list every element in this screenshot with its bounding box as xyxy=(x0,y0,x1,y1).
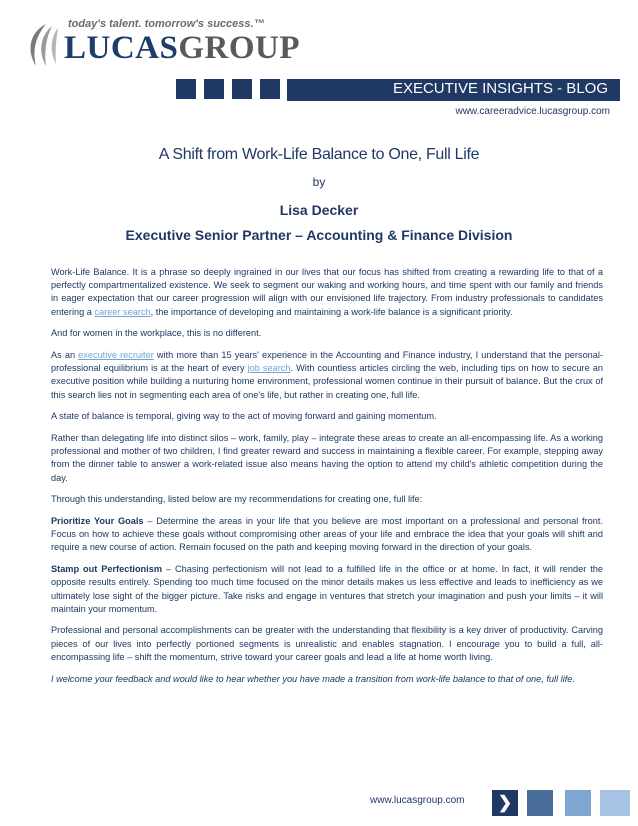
decor-square-2 xyxy=(204,79,224,99)
footer-url-link[interactable]: www.lucasgroup.com xyxy=(370,795,465,806)
p3-start-text: As an xyxy=(51,350,79,361)
author-role: Executive Senior Partner – Accounting & Finance Division xyxy=(125,227,513,243)
author-name: Lisa Decker xyxy=(279,202,359,218)
byline-by: by xyxy=(312,175,326,189)
footer-square-4 xyxy=(600,790,630,816)
paragraph-3 xyxy=(51,349,603,402)
p7-text: – Determine the areas in your life that you believe are most important on a professional and personal front. Focus on how to achieve these goals without compromising other areas of your life and embrace the idea that your goals will shift and require a new course of action. Remain focused on the path and keeping moving forward in the direction of your goals. xyxy=(51,516,603,553)
footer-square-3 xyxy=(565,790,591,816)
blog-url-link[interactable]: www.careeradvice.lucasgroup.com xyxy=(455,106,610,117)
paragraph-4: A state of balance is temporal, giving way to the act of moving forward and gaining momentum. xyxy=(51,411,437,422)
paragraph-10: I welcome your feedback and would like to hear whether you have made a transition from work-life balance to that of one, full life. xyxy=(51,673,575,684)
paragraph-9: Professional and personal accomplishments can be greater with the understanding that flexibility is a key driver of productivity. Carving pieces of our lives into perfectly portioned segments is unrealistic and enables stagnation. I encourage you to build a full, all-encompassing life – shift the momentum, strive toward your career goals and lead a life at home worth living. xyxy=(51,625,603,662)
decor-square-3 xyxy=(232,79,252,99)
p8-text: – Chasing perfectionism will not lead to a fulfilled life in the office or at home. In fact, it will render the opposite results entirely. Spending too much time focused on the minor details makes us less effective and leads to inefficiency as we ultimately lose sight of the bigger picture. Take risks and engage in ventures that stretch your imagination and push your limits – it will maintain your momentum. xyxy=(51,564,603,614)
paragraph-6: Through this understanding, listed below are my recommendations for creating one, full life: xyxy=(51,494,423,505)
career-search-link[interactable]: career search xyxy=(94,306,151,317)
job-search-link[interactable]: job search xyxy=(247,363,291,374)
executive-recruiter-link[interactable]: executive recruiter xyxy=(78,350,154,361)
logo[interactable] xyxy=(64,30,300,67)
banner-title: EXECUTIVE INSIGHTS - BLOG xyxy=(392,80,608,97)
logo-mark-icon xyxy=(20,20,64,70)
article-title: A Shift from Work-Life Balance to One, Full Life xyxy=(158,146,480,163)
p3-end-text: . With countless articles circling the web, including tips on how to secure an executive position while building a nurturing home environment, professional women continue in their pursuit of balance. But the crux of this search lies not in segmenting each area of one's life, but rather in creating one, full life. xyxy=(51,363,603,400)
p8-heading: Stamp out Perfectionism xyxy=(51,564,163,575)
paragraph-8 xyxy=(51,563,603,616)
p3-mid-text: with more than 15 years' experience in the Accounting and Finance industry, I understand that the personal-professional equilibrium is at the heart of every xyxy=(51,350,603,374)
logo-part-group: GROUP xyxy=(178,30,301,66)
logo-part-lucas: LUCAS xyxy=(64,30,179,66)
footer-square-2 xyxy=(527,790,553,816)
blog-banner xyxy=(287,79,620,101)
paragraph-7 xyxy=(51,515,603,555)
decor-square-1 xyxy=(176,79,196,99)
next-arrow-icon[interactable]: ❯ xyxy=(492,790,518,816)
p7-heading: Prioritize Your Goals xyxy=(51,516,144,527)
p1-text: Work-Life Balance. It is a phrase so deeply ingrained in our lives that our focus has shifted from creating a rewarding life to that of a perfectly compartmentalized existence. We seek to segment our waking and working hours, and time spent with our family and friends in eager expectation that our career progression will align with our envisioned life trajectory. From industry professionals to candidates entering a xyxy=(51,267,603,317)
paragraph-1 xyxy=(51,266,603,319)
paragraph-2: And for women in the workplace, this is no different. xyxy=(51,328,262,339)
p1-end-text: , the importance of developing and maintaining a work-life balance is a significant priority. xyxy=(150,306,513,317)
tagline: today's talent. tomorrow's success.™ xyxy=(68,18,265,30)
article-body xyxy=(51,266,603,694)
decor-square-4 xyxy=(260,79,280,99)
paragraph-5: Rather than delegating life into distinct silos – work, family, play – integrate these areas to create an all-encompassing life. As a working professional and mother of two children, I find greater reward and success in maintaining a flexible career. For example, stepping away from the dinner table to answer a work-related issue also means having the option to attend my child's athletic competition during the day. xyxy=(51,433,603,483)
